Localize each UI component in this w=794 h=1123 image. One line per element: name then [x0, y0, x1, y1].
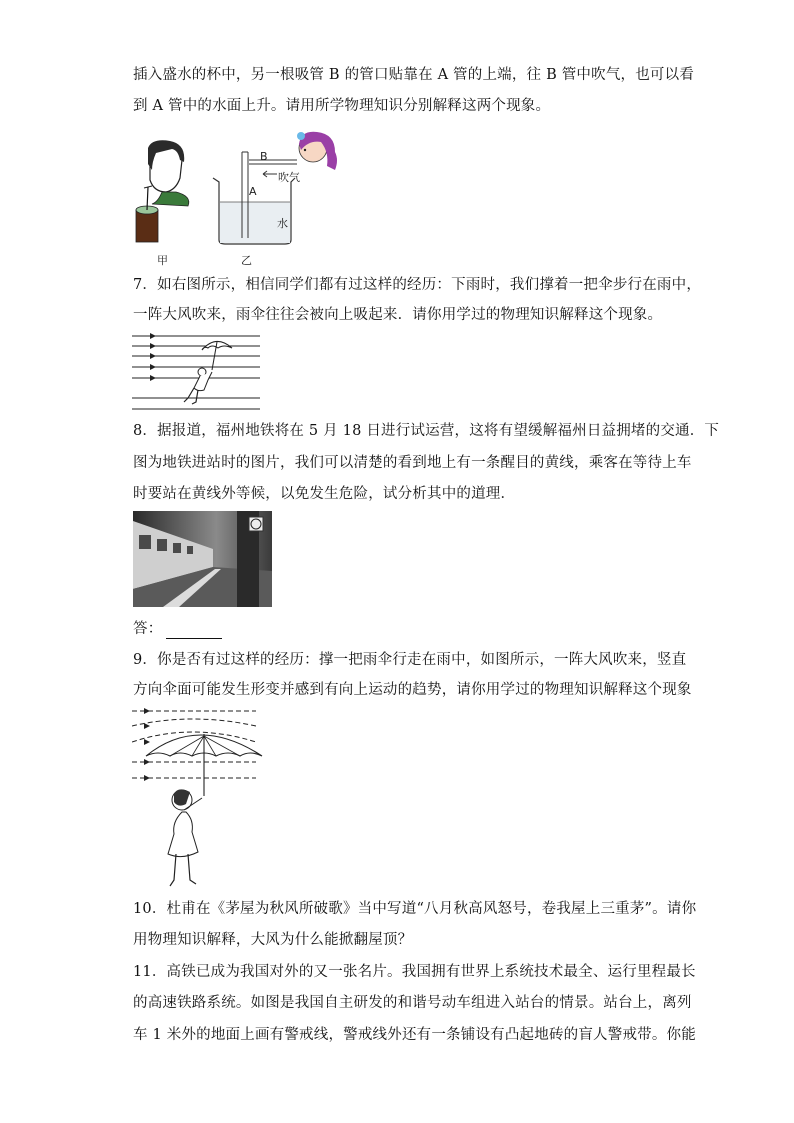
answer-label: 答： — [133, 621, 163, 637]
q8-text-line-2: 图为地铁进站时的图片，我们可以清楚的看到地上有一条醒目的黄线，乘客在等待上车 — [133, 455, 692, 471]
umbrella-wind-figure-q9 — [132, 704, 268, 890]
q8-answer-row — [133, 619, 222, 639]
q11-text-line-1: 11．高铁已成为我国对外的又一张名片。我国拥有世界上系统技术最全、运行里程最长 — [133, 964, 696, 980]
q11-text-line-2: 的高速铁路系统。如图是我国自主研发的和谐号动车组进入站台的情景。站台上，离列 — [133, 995, 692, 1011]
q6-text-line-1: 插入盛水的杯中，另一根吸管 B 的管口贴靠在 A 管的上端，往 B 管中吹气，也可以看 — [133, 67, 695, 83]
q10-text-line-1: 10．杜甫在《茅屋为秋风所破歌》当中写道“八月秋高风怒号，卷我屋上三重茅”。请你 — [133, 901, 697, 917]
q7-text-line-2: 一阵大风吹来，雨伞往往会被向上吸起来．请你用学过的物理知识解释这个现象。 — [133, 307, 663, 323]
q9-text-line-1: 9．你是否有过这样的经历：撑一把雨伞行走在雨中，如图所示，一阵大风吹来，竖直 — [133, 652, 687, 668]
straw-b-label: B — [260, 150, 268, 163]
boy-drinking-figure — [132, 140, 202, 245]
subway-station-photo — [133, 511, 272, 607]
q11-text-line-3: 车 1 米外的地面上画有警戒线，警戒线外还有一条铺设有凸起地砖的盲人警戒带。你能 — [133, 1027, 696, 1043]
figure-label-jia: 甲 — [157, 254, 168, 267]
blow-label: 吹气 — [278, 171, 300, 184]
q7-text-line-1: 7．如右图所示，相信同学们都有过这样的经历：下雨时，我们撑着一把伞步行在雨中， — [133, 277, 702, 293]
answer-blank[interactable] — [166, 624, 222, 639]
umbrella-wind-figure-q7 — [132, 330, 264, 412]
straw-a-label: A — [249, 185, 257, 198]
beaker-straw-figure — [205, 130, 345, 248]
q10-text-line-2: 用物理知识解释，大风为什么能掀翻屋顶？ — [133, 932, 413, 948]
water-label: 水 — [277, 217, 288, 230]
q8-text-line-3: 时要站在黄线外等候，以免发生危险，试分析其中的道理． — [133, 486, 516, 502]
q8-text-line-1: 8．据报道，福州地铁将在 5 月 18 日进行试运营，这将有望缓解福州日益拥堵的交通．下 — [133, 423, 720, 439]
figure-label-yi: 乙 — [241, 254, 252, 267]
q6-text-line-2: 到 A 管中的水面上升。请用所学物理知识分别解释这两个现象。 — [133, 98, 551, 114]
q9-text-line-2: 方向伞面可能发生形变并感到有向上运动的趋势，请你用学过的物理知识解释这个现象 — [133, 682, 692, 698]
